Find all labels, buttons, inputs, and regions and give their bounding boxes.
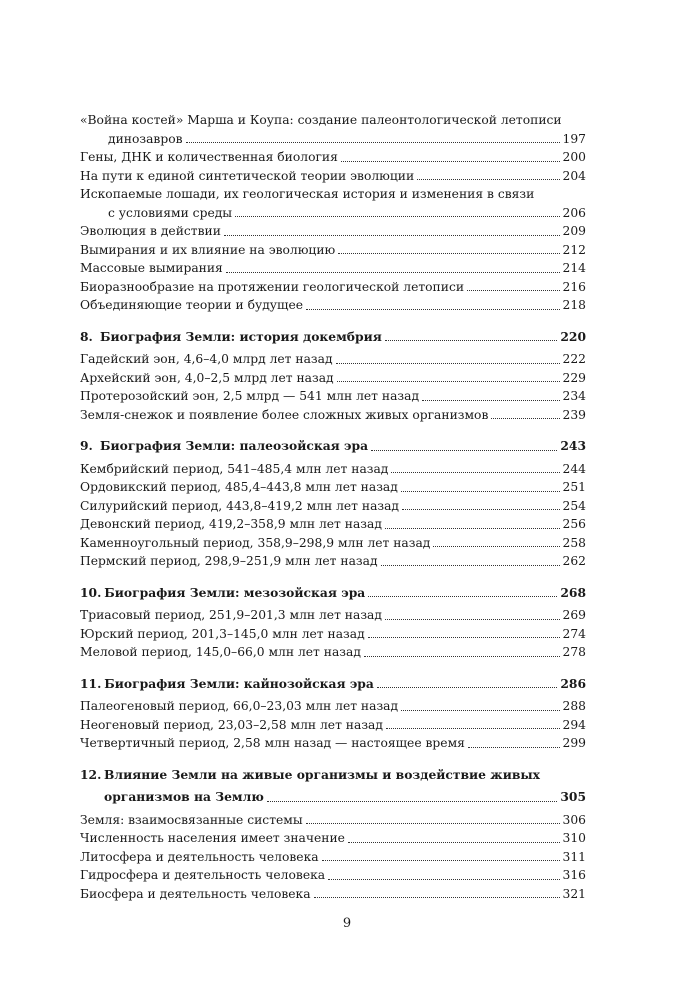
- toc-entry-title: Неогеновый период, 23,03–2,58 млн лет назад: [80, 717, 383, 732]
- toc-page-number: 212: [562, 242, 586, 257]
- chapter-title-text: Биография Земли: история докембрия: [100, 328, 382, 344]
- chapter-title-text: Влияние Земли на живые организмы и воздействие живых: [104, 766, 541, 782]
- dot-leader: [306, 823, 560, 824]
- toc-entry-title: Массовые вымирания: [80, 261, 223, 275]
- toc-entry: [80, 167, 586, 186]
- toc-page-number: 216: [562, 279, 586, 294]
- dot-leader: [322, 860, 560, 861]
- dot-leader: [314, 897, 560, 898]
- toc-entry-title: Биоразнообразие на протяжении геологической летописи: [80, 279, 465, 294]
- toc-entry: [80, 406, 586, 425]
- dot-leader: [341, 161, 560, 162]
- chapter-title: [80, 675, 374, 694]
- toc-page-number: 222: [562, 352, 586, 366]
- toc-entry-title: Численность населения имеет значение: [80, 831, 345, 845]
- toc-page-number: 234: [562, 389, 586, 403]
- dot-leader: [377, 687, 557, 688]
- chapter-heading: [80, 788, 586, 807]
- toc-entry-line1: Ископаемые лошади, их геологическая история и изменения в связи: [80, 187, 535, 201]
- toc-page-number: 306: [562, 812, 586, 827]
- toc-entry: [80, 534, 586, 553]
- dot-leader: [433, 546, 559, 547]
- table-of-contents: [80, 111, 586, 903]
- toc-entry-title: Гадейский эон, 4,6–4,0 млрд лет назад: [80, 352, 333, 366]
- toc-page-number: 321: [562, 886, 586, 901]
- chapter-section: [80, 328, 586, 425]
- toc-page-number: 286: [560, 675, 586, 691]
- toc-page-number: 268: [560, 584, 586, 600]
- dot-leader: [401, 491, 560, 492]
- dot-leader: [348, 842, 560, 843]
- dot-leader: [417, 179, 559, 180]
- toc-entry-title: Биосфера и деятельность человека: [80, 886, 311, 901]
- toc-page-number: 204: [562, 168, 586, 183]
- toc-entry: [80, 515, 586, 534]
- toc-entry: [80, 829, 586, 848]
- dot-leader: [368, 596, 557, 597]
- toc-entry: [80, 625, 586, 644]
- toc-page-number: 251: [562, 480, 586, 494]
- dot-leader: [402, 509, 560, 510]
- toc-page-number: 243: [560, 438, 586, 453]
- toc-entry: [80, 387, 586, 406]
- chapter-heading: [80, 675, 586, 694]
- toc-page-number: 278: [562, 645, 586, 659]
- chapter-title: [80, 437, 368, 456]
- chapter-section: [80, 584, 586, 662]
- dot-leader: [385, 528, 560, 529]
- dot-leader: [491, 418, 559, 419]
- chapter-heading-line1: [80, 766, 586, 785]
- toc-entry-title: Объединяющие теории и будущее: [80, 298, 304, 312]
- chapter-heading: [80, 584, 586, 603]
- toc-entry: [80, 241, 586, 260]
- toc-page-number: 214: [562, 261, 586, 275]
- dot-leader: [267, 801, 557, 802]
- toc-entry: [80, 848, 586, 867]
- chapter-title-text: Биография Земли: палеозойская эра: [100, 438, 369, 453]
- toc-entry-title: Вымирания и их влияние на эволюцию: [80, 242, 336, 257]
- toc-entry: [80, 697, 586, 716]
- toc-entry-title: Ордовикский период, 485,4–443,8 млн лет назад: [80, 480, 398, 494]
- toc-entry: [80, 278, 586, 297]
- toc-page-number: 274: [562, 626, 586, 641]
- toc-page-number: 305: [560, 789, 586, 804]
- toc-entry-title: На пути к единой синтетической теории эволюции: [80, 168, 415, 183]
- toc-entry: [80, 643, 586, 662]
- chapter-title: [80, 584, 365, 603]
- toc-entry-title: динозавров: [108, 131, 183, 146]
- toc-entry-title: Палеогеновый период, 66,0–23,03 млн лет назад: [80, 699, 399, 713]
- toc-entry-title: Меловой период, 145,0–66,0 млн лет назад: [80, 645, 361, 659]
- chapter-heading: [80, 437, 586, 456]
- toc-page-number: 239: [562, 407, 586, 422]
- toc-entry: [80, 369, 586, 388]
- toc-entry-title: Эволюция в действии: [80, 224, 221, 238]
- toc-entry-title: Протерозойский эон, 2,5 млрд — 541 млн лет назад: [80, 389, 420, 403]
- toc-page-number: 254: [562, 498, 586, 513]
- chapter-title: организмов на Землю: [104, 789, 264, 804]
- toc-entry: [80, 552, 586, 571]
- dot-leader: [337, 381, 560, 382]
- toc-entry-title: Земля-снежок и появление более сложных живых организмов: [80, 407, 489, 422]
- dot-leader: [368, 637, 560, 638]
- chapter-section: [80, 437, 586, 571]
- toc-page-number: 258: [562, 535, 586, 550]
- toc-entry: [80, 811, 586, 830]
- toc-entry: [80, 259, 586, 278]
- chapter-number: 12.: [80, 766, 102, 782]
- toc-entry-title: Юрский период, 201,3–145,0 млн лет назад: [80, 626, 365, 641]
- toc-entry-title: Гидросфера и деятельность человека: [80, 868, 326, 882]
- toc-entry: [80, 296, 586, 315]
- chapter-section: [80, 675, 586, 753]
- dot-leader: [338, 253, 559, 254]
- toc-page-number: 218: [562, 298, 586, 312]
- toc-page-number: 299: [562, 736, 586, 750]
- toc-entry: [80, 606, 586, 625]
- toc-entry-title: Пермский период, 298,9–251,9 млн лет назад: [80, 554, 378, 568]
- toc-page-number: 316: [562, 868, 586, 882]
- toc-entry-title: Литосфера и деятельность человека: [80, 849, 319, 864]
- chapter-title-text: Биография Земли: мезозойская эра: [104, 584, 366, 600]
- toc-page-number: 244: [562, 461, 586, 476]
- chapter-number: 8.: [80, 328, 93, 344]
- dot-leader: [306, 309, 559, 310]
- toc-entry: [80, 716, 586, 735]
- toc-page-number: 288: [562, 699, 586, 713]
- dot-leader: [401, 710, 559, 711]
- chapter-section: [80, 766, 586, 904]
- toc-entry-title: Гены, ДНК и количественная биология: [80, 150, 338, 164]
- toc-entry: [80, 222, 586, 241]
- dot-leader: [422, 400, 559, 401]
- dot-leader: [224, 235, 560, 236]
- toc-entry: [80, 734, 586, 753]
- dot-leader: [386, 728, 560, 729]
- toc-page-number: 200: [562, 150, 586, 164]
- chapter-title: [80, 328, 382, 347]
- chapter-title-text: Биография Земли: кайнозойская эра: [104, 675, 374, 691]
- toc-page-number: 262: [562, 554, 586, 568]
- toc-entry: [80, 885, 586, 904]
- toc-entry: [80, 497, 586, 516]
- toc-entry-title: Земля: взаимосвязанные системы: [80, 812, 303, 827]
- chapter-number: 9.: [80, 438, 93, 453]
- toc-entry: [80, 478, 586, 497]
- toc-page-number: 229: [562, 370, 586, 385]
- toc-entry-title: Девонский период, 419,2–358,9 млн лет назад: [80, 517, 382, 531]
- chapter-number: 11.: [80, 675, 102, 691]
- toc-entry-line1: «Война костей» Марша и Коупа: создание палеонтологической летописи: [80, 113, 562, 127]
- toc-entry-title: Архейский эон, 4,0–2,5 млрд лет назад: [80, 370, 334, 385]
- dot-leader: [226, 272, 560, 273]
- toc-entry-title: с условиями среды: [108, 205, 233, 220]
- chapter-heading: [80, 328, 586, 347]
- toc-entry: [80, 204, 586, 223]
- dot-leader: [186, 142, 560, 143]
- toc-entry-title: Триасовый период, 251,9–201,3 млн лет назад: [80, 608, 382, 622]
- toc-page-number: 310: [562, 831, 586, 845]
- dot-leader: [391, 472, 559, 473]
- chapter-number: 10.: [80, 584, 102, 600]
- toc-page-number: 220: [560, 328, 586, 344]
- toc-page-number: 256: [562, 517, 586, 531]
- page-number: 9: [342, 916, 352, 931]
- toc-page-number: 209: [562, 224, 586, 238]
- toc-entry: [80, 130, 586, 149]
- dot-leader: [385, 340, 558, 341]
- toc-entry: [80, 148, 586, 167]
- dot-leader: [328, 879, 559, 880]
- dot-leader: [385, 619, 560, 620]
- dot-leader: [468, 747, 560, 748]
- dot-leader: [336, 363, 560, 364]
- toc-entry-title: Силурийский период, 443,8–419,2 млн лет назад: [80, 498, 400, 513]
- dot-leader: [235, 216, 559, 217]
- toc-entry-title: Каменноугольный период, 358,9–298,9 млн лет назад: [80, 535, 431, 550]
- toc-entry: [80, 350, 586, 369]
- toc-page-number: 294: [562, 717, 586, 732]
- toc-page-number: 311: [562, 849, 586, 864]
- toc-entry: [80, 866, 586, 885]
- toc-entry-title: Кембрийский период, 541–485,4 млн лет назад: [80, 461, 389, 476]
- dot-leader: [371, 450, 557, 451]
- dot-leader: [381, 565, 560, 566]
- toc-page-number: 206: [562, 205, 586, 220]
- toc-entry-title: Четвертичный период, 2,58 млн назад — настоящее время: [80, 736, 465, 750]
- toc-page-number: 197: [562, 131, 586, 146]
- dot-leader: [467, 290, 559, 291]
- toc-entry: [80, 460, 586, 479]
- toc-page-number: 269: [562, 608, 586, 622]
- dot-leader: [364, 656, 560, 657]
